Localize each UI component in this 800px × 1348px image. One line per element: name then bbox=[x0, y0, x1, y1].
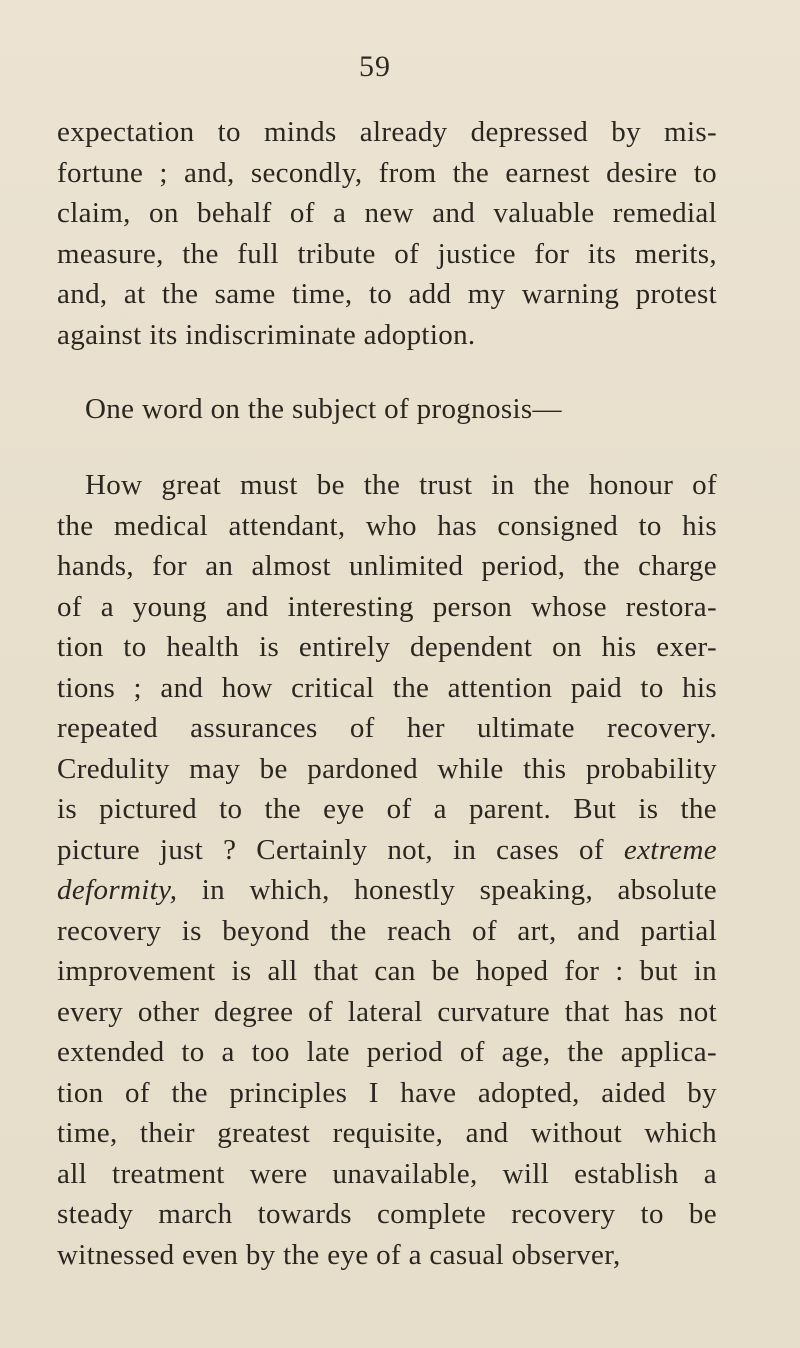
text-line: repeated assurances of her ultimate recovery. bbox=[57, 712, 717, 744]
text-line: tion of the principles I have adopted, aided by bbox=[57, 1076, 717, 1109]
text-line: tion to health is entirely dependent on his exer- bbox=[57, 631, 717, 663]
text-run: in which, honestly speaking, absolute bbox=[177, 874, 717, 906]
text-line: steady march towards complete recovery to be bbox=[57, 1198, 717, 1230]
text-line: tions ; and how critical the attention paid to his bbox=[57, 671, 717, 704]
text-line: all treatment were unavailable, will establish a bbox=[57, 1157, 717, 1190]
text-line bbox=[57, 870, 717, 911]
text-line: extended to a too late period of age, the applica- bbox=[57, 1036, 717, 1068]
text-line: hands, for an almost unlimited period, the charge bbox=[57, 550, 717, 582]
text-line: against its indiscriminate adoption. bbox=[57, 318, 476, 351]
text-line bbox=[57, 830, 717, 871]
paragraph-3 bbox=[57, 465, 717, 1275]
text-line: improvement is all that can be hoped for : but in bbox=[57, 955, 717, 987]
text-run: picture just ? Certainly not, in cases of bbox=[57, 833, 624, 866]
paragraph-1 bbox=[57, 112, 717, 355]
text-line: the medical attendant, who has consigned to his bbox=[57, 509, 717, 542]
text-line: measure, the full tribute of justice for its merits, bbox=[57, 237, 717, 270]
paragraph-2 bbox=[57, 389, 717, 430]
text-line: and, at the same time, to add my warning protest bbox=[57, 278, 717, 310]
text-line: One word on the subject of prognosis— bbox=[85, 393, 562, 425]
italic-text: extreme bbox=[623, 833, 717, 866]
text-line: fortune ; and, secondly, from the earnest desire to bbox=[57, 156, 717, 189]
text-line: recovery is beyond the reach of art, and partial bbox=[57, 914, 717, 947]
text-line: witnessed even by the eye of a casual observer, bbox=[57, 1238, 621, 1271]
text-line: of a young and interesting person whose restora- bbox=[57, 590, 717, 623]
text-line: expectation to minds already depressed by mis- bbox=[57, 116, 717, 148]
text-line: every other degree of lateral curvature that has not bbox=[57, 995, 717, 1028]
text-line: Credulity may be pardoned while this probability bbox=[57, 752, 717, 785]
page-number: 59 bbox=[359, 50, 391, 83]
text-line: How great must be the trust in the honour of bbox=[85, 469, 717, 501]
text-line: claim, on behalf of a new and valuable remedial bbox=[57, 197, 717, 229]
italic-text: deformity, bbox=[57, 874, 178, 906]
text-line: is pictured to the eye of a parent. But is the bbox=[57, 793, 717, 825]
text-line: time, their greatest requisite, and without which bbox=[57, 1117, 717, 1149]
